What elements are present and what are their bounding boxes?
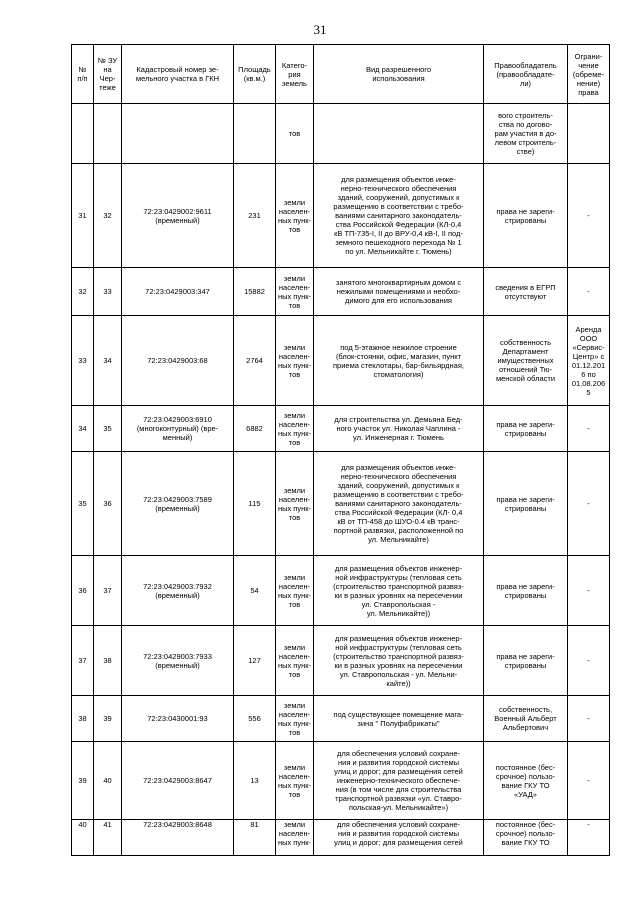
cadastral-number: 72:23:0429003:6910 (многоконтурный) (вре- менный)	[122, 406, 234, 452]
land-category: земли населен- ных пунк- тов	[276, 556, 314, 626]
row-number: 39	[72, 742, 94, 820]
table-row	[72, 820, 610, 856]
encumbrance: -	[568, 452, 610, 556]
plot-number: 33	[94, 268, 122, 316]
plot-number: 32	[94, 164, 122, 268]
cadastral-number: 72:23:0429003:7932 (временный)	[122, 556, 234, 626]
cadastral-number: 72:23:0429003:8647	[122, 742, 234, 820]
row-number: 35	[72, 452, 94, 556]
cadastral-number: 72:23:0429003:7933 (временный)	[122, 626, 234, 696]
row-number: 34	[72, 406, 94, 452]
land-category: земли населен- ных пунк- тов	[276, 742, 314, 820]
cadastral-number: 72:23:0429003:68	[122, 316, 234, 406]
area: 81	[234, 820, 276, 856]
cadastral-number: 72:23:0429003:8648	[122, 820, 234, 856]
header-encumbrance: Ограни- чение (обреме- нение) права	[568, 45, 610, 104]
permitted-use: для обеспечения условий сохране- ния и развития городской системы улиц и дорог; для размещения сетей	[314, 820, 484, 856]
land-category: земли населен- ных пунк- тов	[276, 696, 314, 742]
header-right-holder: Правообладатель (правообладате- ли)	[484, 45, 568, 104]
land-category: земли населен- ных пунк- тов	[276, 268, 314, 316]
land-category: земли населен- ных пунк- тов	[276, 626, 314, 696]
area: 231	[234, 164, 276, 268]
encumbrance: -	[568, 406, 610, 452]
page-number: 31	[313, 22, 327, 37]
header-permitted-use: Вид разрешенного использования	[314, 45, 484, 104]
encumbrance: -	[568, 626, 610, 696]
table-row	[72, 406, 610, 452]
encumbrance: -	[568, 164, 610, 268]
row-number: 40	[72, 820, 94, 856]
plot-number: 39	[94, 696, 122, 742]
table-row	[72, 626, 610, 696]
right-holder: права не зареги- стрированы	[484, 626, 568, 696]
land-plots-table	[71, 44, 610, 856]
area	[234, 104, 276, 164]
header-plot-number: № ЗУ на Чер- теже	[94, 45, 122, 104]
right-holder: сведения в ЕГРП отсутствуют	[484, 268, 568, 316]
encumbrance: Аренда ООО «Сервис- Центр» с 01.12.201 6 по 01.08.206 5	[568, 316, 610, 406]
plot-number	[94, 104, 122, 164]
cadastral-number: 72:23:0429003:7589 (временный)	[122, 452, 234, 556]
plot-number: 40	[94, 742, 122, 820]
row-number	[72, 104, 94, 164]
table-row	[72, 268, 610, 316]
area: 127	[234, 626, 276, 696]
cadastral-number: 72:23:0429002:9611 (временный)	[122, 164, 234, 268]
permitted-use: для размещения объектов инже- нерно-технического обеспечения зданий, сооружений, допустимых к размещению в соответствии с требо- ваниями санитарного законодатель- ства Российской Федерации (КЛ-0,4 кВ ТП-735-I, II до ВРУ-0,4 кВ-I, II под- земного пешеходного перехода № 1 по ул. Мельникайте г. Тюмень)	[314, 164, 484, 268]
header-land-category: Катего- рия земель	[276, 45, 314, 104]
encumbrance: -	[568, 696, 610, 742]
area: 15882	[234, 268, 276, 316]
table-row	[72, 696, 610, 742]
table-row	[72, 316, 610, 406]
land-category: земли населен- ных пунк- тов	[276, 406, 314, 452]
land-category: земли населен- ных пунк- тов	[276, 452, 314, 556]
right-holder: собственность Департамент имущественных отношений Тю- менской области	[484, 316, 568, 406]
plot-number: 38	[94, 626, 122, 696]
row-number: 31	[72, 164, 94, 268]
header-cadastral-number: Кадастровый номер зе- мельного участка в ГКН	[122, 45, 234, 104]
area: 13	[234, 742, 276, 820]
right-holder: права не зареги- стрированы	[484, 556, 568, 626]
area: 115	[234, 452, 276, 556]
table-row	[72, 742, 610, 820]
right-holder: постоянное (бес- срочное) пользо- вание ГКУ ТО «УАД»	[484, 742, 568, 820]
right-holder: права не зареги- стрированы	[484, 406, 568, 452]
encumbrance	[568, 104, 610, 164]
encumbrance: -	[568, 268, 610, 316]
area: 556	[234, 696, 276, 742]
table-row	[72, 556, 610, 626]
row-number: 38	[72, 696, 94, 742]
right-holder: права не зареги- стрированы	[484, 452, 568, 556]
permitted-use: для строительства ул. Демьяна Бед- ного участок ул. Николая Чаплина - ул. Инженерная г. Тюмень	[314, 406, 484, 452]
right-holder: вого строитель- ства по догово- рам участия в до- левом строитель- стве)	[484, 104, 568, 164]
land-category: земли населен- ных пунк- тов	[276, 164, 314, 268]
plot-number: 34	[94, 316, 122, 406]
header-area: Площадь (кв.м.)	[234, 45, 276, 104]
area: 6882	[234, 406, 276, 452]
row-number: 37	[72, 626, 94, 696]
permitted-use: для размещения объектов инже- нерно-технического обеспечения зданий, сооружений, допустимых к размещению в соответствии с требо- ваниями санитарного законодатель- ства Российской Федерации (КЛ- 0,4 кВ от ТП-458 до ШУО-0.4 кВ транс- портной развязки, расположенной по ул. Мельникайте)	[314, 452, 484, 556]
permitted-use: занятого многоквартирным домом с нежилыми помещениями и необхо- димого для его использования	[314, 268, 484, 316]
encumbrance: -	[568, 742, 610, 820]
right-holder: собственность, Военный Альберт Альбертович	[484, 696, 568, 742]
table-row	[72, 104, 610, 164]
table-header-row	[72, 45, 610, 104]
permitted-use: под существующее помещение мага- зина " Полуфабрикаты"	[314, 696, 484, 742]
table-row	[72, 452, 610, 556]
area: 54	[234, 556, 276, 626]
plot-number: 35	[94, 406, 122, 452]
row-number: 32	[72, 268, 94, 316]
cadastral-number: 72:23:0429003:347	[122, 268, 234, 316]
right-holder: права не зареги- стрированы	[484, 164, 568, 268]
permitted-use	[314, 104, 484, 164]
permitted-use: под 5-этажное нежилое строение (блок-стоянки, офис, магазин, пункт приема стеклотары, бар-бильярдная, стоматология)	[314, 316, 484, 406]
right-holder: постоянное (бес- срочное) пользо- вание ГКУ ТО	[484, 820, 568, 856]
plot-number: 41	[94, 820, 122, 856]
cadastral-number: 72:23:0430001:93	[122, 696, 234, 742]
permitted-use: для размещения объектов инженер- ной инфраструктуры (тепловая сеть (строительство транспортной развяз- ки в разных уровнях на пересечении ул. Ставропольская - ул. Мельни- кайте))	[314, 626, 484, 696]
permitted-use: для обеспечения условий сохране- ния и развития городской системы улиц и дорог; для размещения сетей инженерно-технического обеспече- ния (в том числе для строительства транспортной развязки «ул. Ставро- польская-ул. Мельникайте»)	[314, 742, 484, 820]
encumbrance: -	[568, 556, 610, 626]
table-row	[72, 164, 610, 268]
row-number: 33	[72, 316, 94, 406]
land-category: тов	[276, 104, 314, 164]
plot-number: 36	[94, 452, 122, 556]
encumbrance: -	[568, 820, 610, 856]
permitted-use: для размещения объектов инженер- ной инфраструктуры (тепловая сеть (строительство транспортной развяз- ки в разных уровнях на пересечении ул. Ставропольская - ул. Мельникайте))	[314, 556, 484, 626]
area: 2764	[234, 316, 276, 406]
land-category: земли населен- ных пунк- тов	[276, 316, 314, 406]
cadastral-number	[122, 104, 234, 164]
land-category: земли населен- ных пунк-	[276, 820, 314, 856]
row-number: 36	[72, 556, 94, 626]
plot-number: 37	[94, 556, 122, 626]
header-row-number: № п/п	[72, 45, 94, 104]
